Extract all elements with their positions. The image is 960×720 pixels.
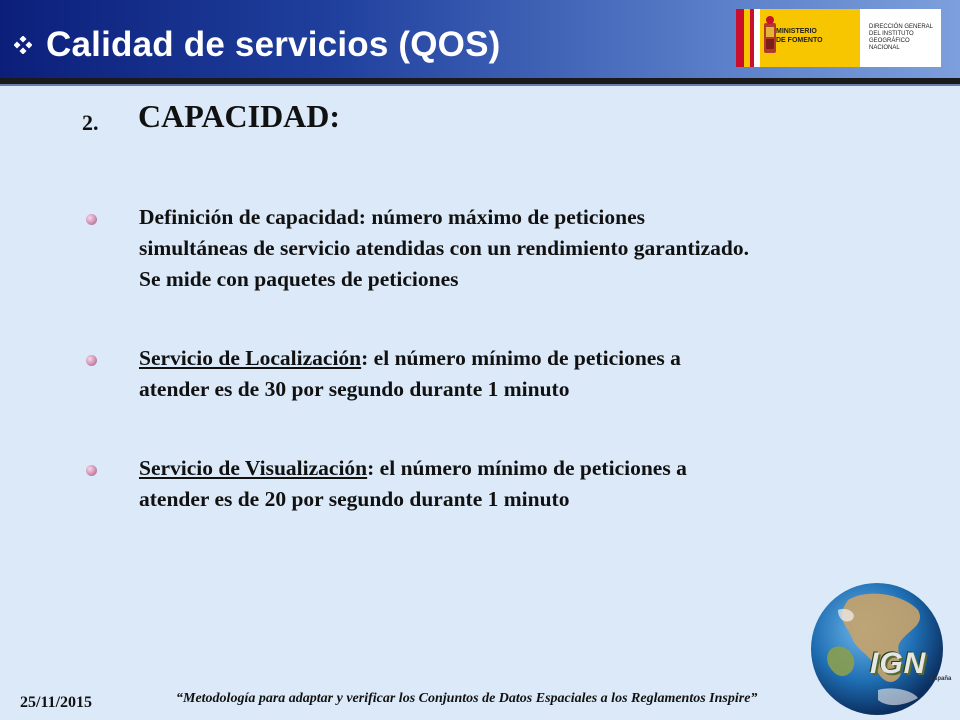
footer-caption: “Metodología para adaptar y verificar los Conjuntos de Datos Espaciales a los Reglamentos Inspire” (176, 691, 758, 706)
service-description: : el número mínimo de peticiones a (367, 456, 687, 480)
bullet-localizacion (139, 343, 879, 405)
flag-stripe (736, 9, 744, 67)
bullet-line: atender es de 30 por segundo durante 1 minuto (139, 377, 570, 401)
ign-wordmark: IGN (870, 647, 927, 680)
diamond-bullet-icon (14, 36, 32, 54)
bullet-line (139, 343, 879, 374)
service-term: Servicio de Visualización (139, 456, 368, 480)
slide-title: Calidad de servicios (QOS) (46, 25, 501, 64)
bullet-line: Se mide con paquetes de peticiones (139, 267, 459, 291)
bullet-line: simultáneas de servicio atendidas con un rendimiento garantizado. (139, 236, 749, 260)
section-number: 2. (82, 110, 99, 135)
service-term: Servicio de Localización (139, 346, 362, 370)
bullet-line: Definición de capacidad: número máximo de peticiones (139, 205, 646, 229)
sphere-bullet-icon (86, 214, 97, 225)
coat-of-arms-icon (763, 15, 777, 61)
directorate-line: DEL INSTITUTO (869, 31, 914, 37)
bullet-line: atender es de 20 por segundo durante 1 minuto (139, 487, 570, 511)
bullet-definition (139, 202, 879, 295)
bullet-line (139, 453, 879, 484)
footer-date: 25/11/2015 (20, 694, 93, 711)
espana-wordmark: España (930, 676, 952, 682)
bullet-visualizacion (139, 453, 879, 515)
directorate-line: GEOGRÁFICO NACIONAL (869, 38, 910, 51)
title-bar (0, 0, 960, 78)
flag-stripe (750, 9, 754, 67)
ministry-line: MINISTERIO (776, 28, 817, 35)
sphere-bullet-icon (86, 465, 97, 476)
ministry-label (776, 27, 823, 45)
ministry-line: DE FOMENTO (776, 37, 823, 44)
ministry-logo (736, 9, 941, 67)
sphere-bullet-icon (86, 355, 97, 366)
directorate-line: DIRECCIÓN GENERAL (869, 24, 934, 30)
directorate-label (869, 24, 941, 52)
header-divider (0, 78, 960, 86)
section-title: CAPACIDAD: (138, 98, 341, 134)
service-description: : el número mínimo de peticiones a (361, 346, 681, 370)
